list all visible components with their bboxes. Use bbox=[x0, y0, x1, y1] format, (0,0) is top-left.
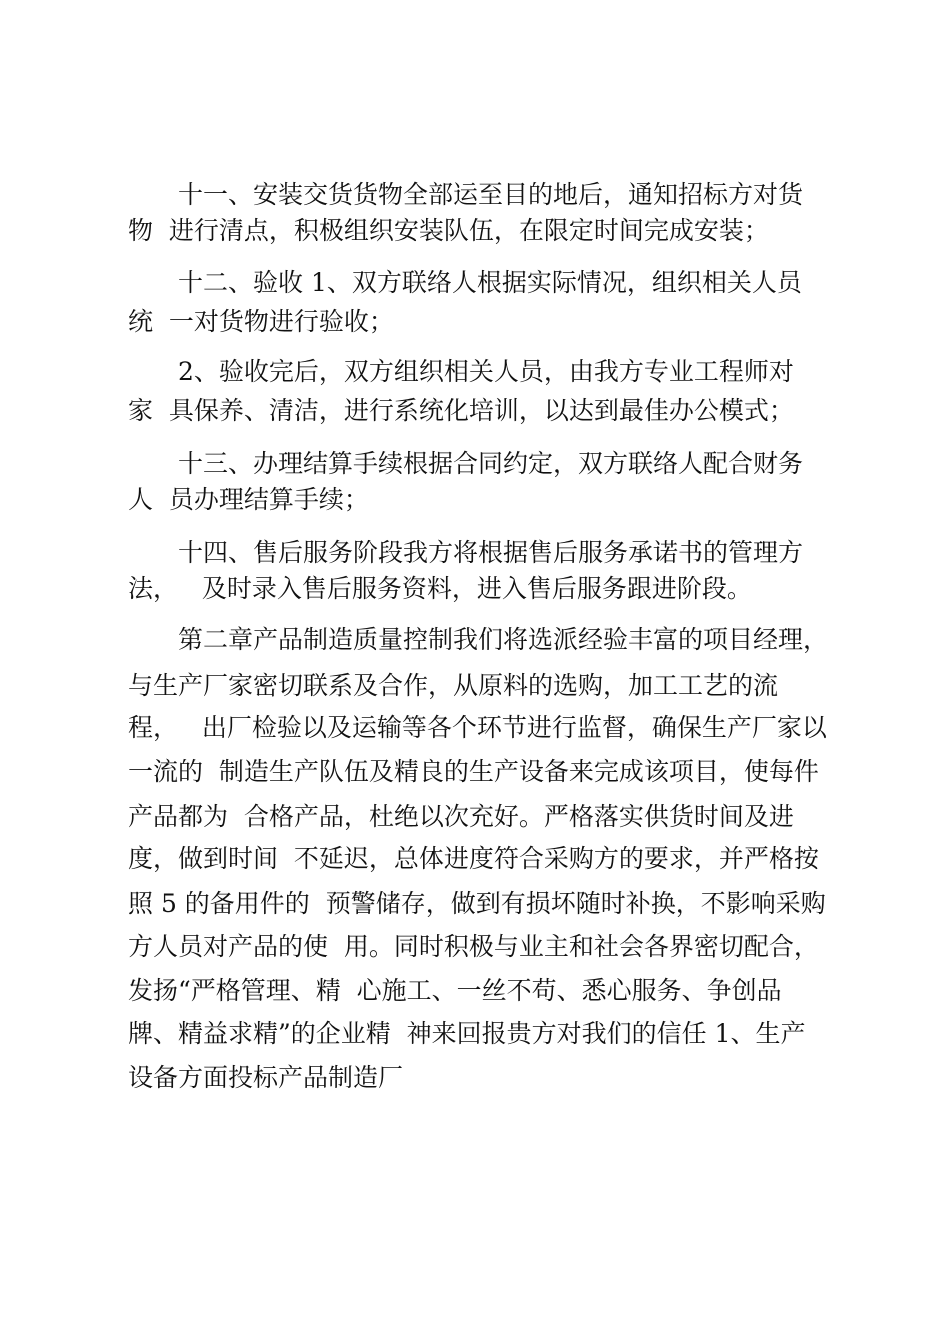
paragraph-6-line-3: 程， 出厂检验以及运输等各个环节进行监督，确保生产厂家以 bbox=[128, 713, 827, 742]
paragraph-4-line-1: 十三、办理结算手续根据合同约定，双方联络人配合财务 bbox=[178, 449, 804, 478]
paragraph-5-line-1: 十四、售后服务阶段我方将根据售后服务承诺书的管理方 bbox=[178, 538, 804, 567]
paragraph-6-line-6: 度，做到时间 不延迟，总体进度符合采购方的要求，并严格按 bbox=[128, 844, 819, 873]
paragraph-6-line-5: 产品都为 合格产品，杜绝以次充好。严格落实供货时间及进 bbox=[128, 802, 794, 831]
paragraph-6-line-9: 发扬“严格管理、精 心施工、一丝不苟、悉心服务、争创品 bbox=[128, 976, 782, 1005]
paragraph-6-line-11: 设备方面投标产品制造厂 bbox=[128, 1063, 404, 1092]
paragraph-1-line-1: 十一、安装交货货物全部运至目的地后，通知招标方对货 bbox=[178, 180, 804, 209]
paragraph-1-line-2: 物 进行清点，积极组织安装队伍，在限定时间完成安装； bbox=[128, 216, 769, 245]
paragraph-6-line-4: 一流的 制造生产队伍及精良的生产设备来完成该项目，使每件 bbox=[128, 757, 819, 786]
paragraph-3-line-1: 2、验收完后，双方组织相关人员，由我方专业工程师对 bbox=[178, 357, 794, 386]
paragraph-2-line-2: 统 一对货物进行验收； bbox=[128, 307, 394, 336]
paragraph-5-line-2: 法， 及时录入售后服务资料，进入售后服务跟进阶段。 bbox=[128, 574, 752, 603]
paragraph-6-line-10: 牌、精益求精”的企业精 神来回报贵方对我们的信任 1、生产 bbox=[128, 1019, 806, 1048]
paragraph-4-line-2: 人 员办理结算手续； bbox=[128, 485, 369, 514]
paragraph-6-line-1: 第二章产品制造质量控制我们将选派经验丰富的项目经理， bbox=[178, 625, 829, 654]
paragraph-6-line-7: 照 5 的备用件的 预警储存，做到有损坏随时补换，不影响采购 bbox=[128, 889, 826, 918]
paragraph-6-line-8: 方人员对产品的使 用。同时积极与业主和社会各界密切配合， bbox=[128, 932, 819, 961]
paragraph-6-line-2: 与生产厂家密切联系及合作，从原料的选购，加工工艺的流 bbox=[128, 671, 779, 700]
paragraph-3-line-2: 家 具保养、清洁，进行系统化培训，以达到最佳办公模式； bbox=[128, 396, 794, 425]
paragraph-2-line-1: 十二、验收 1、双方联络人根据实际情况，组织相关人员 bbox=[178, 268, 802, 297]
